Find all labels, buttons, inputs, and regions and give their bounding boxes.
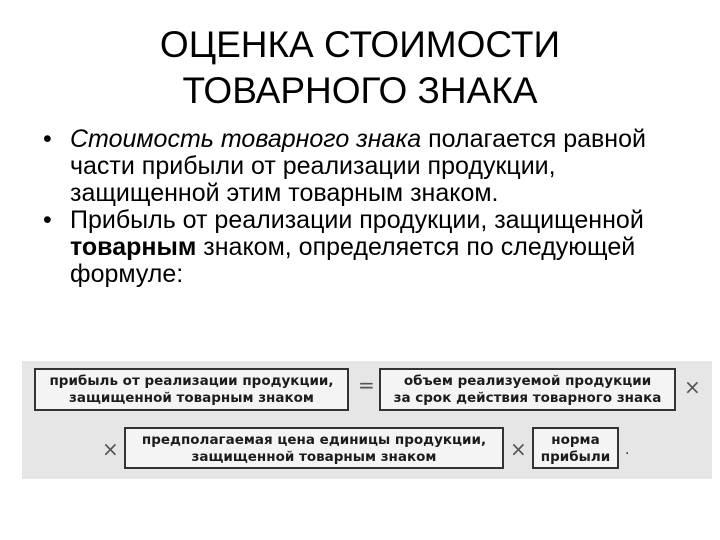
- title-line-2: ТОВАРНОГО ЗНАКА: [182, 70, 538, 111]
- formula-end-mark: .: [625, 441, 630, 458]
- bullet-item-2: [40, 207, 680, 288]
- formula-diagram: [22, 361, 712, 479]
- formula-box-rate: норма прибыли: [532, 427, 619, 469]
- equals-sign: =: [358, 373, 375, 397]
- formula-box-volume: объем реализуемой продукции за срок действия товарного знака: [379, 368, 676, 411]
- bullet-2-after: знаком, определяется по следующей формуле:: [70, 233, 636, 288]
- bullet-marker: •: [43, 125, 52, 153]
- bullet-2-bold: товарным: [70, 233, 197, 261]
- multiply-sign: ×: [102, 437, 119, 461]
- bullet-list: [40, 126, 680, 288]
- bullet-item-1: [40, 126, 680, 207]
- formula-box-price: предполагаемая цена единицы продукции, защищенной товарным знаком: [124, 427, 504, 469]
- bullet-marker: •: [43, 206, 52, 234]
- title-line-1: ОЦЕНКА СТОИМОСТИ: [159, 24, 561, 65]
- multiply-sign: ×: [510, 437, 527, 461]
- bullet-2-before: Прибыль от реализации продукции, защищенной: [70, 206, 644, 234]
- bullet-1-italic: Стоимость товарного знака: [70, 125, 422, 153]
- bullet-1-text: полагается равной части прибыли от реализации продукции, защищенной этим товарным знаком.: [70, 125, 646, 207]
- slide-title: [0, 22, 720, 114]
- multiply-sign: ×: [684, 375, 701, 399]
- formula-box-profit: прибыль от реализации продукции, защищенной товарным знаком: [34, 368, 349, 411]
